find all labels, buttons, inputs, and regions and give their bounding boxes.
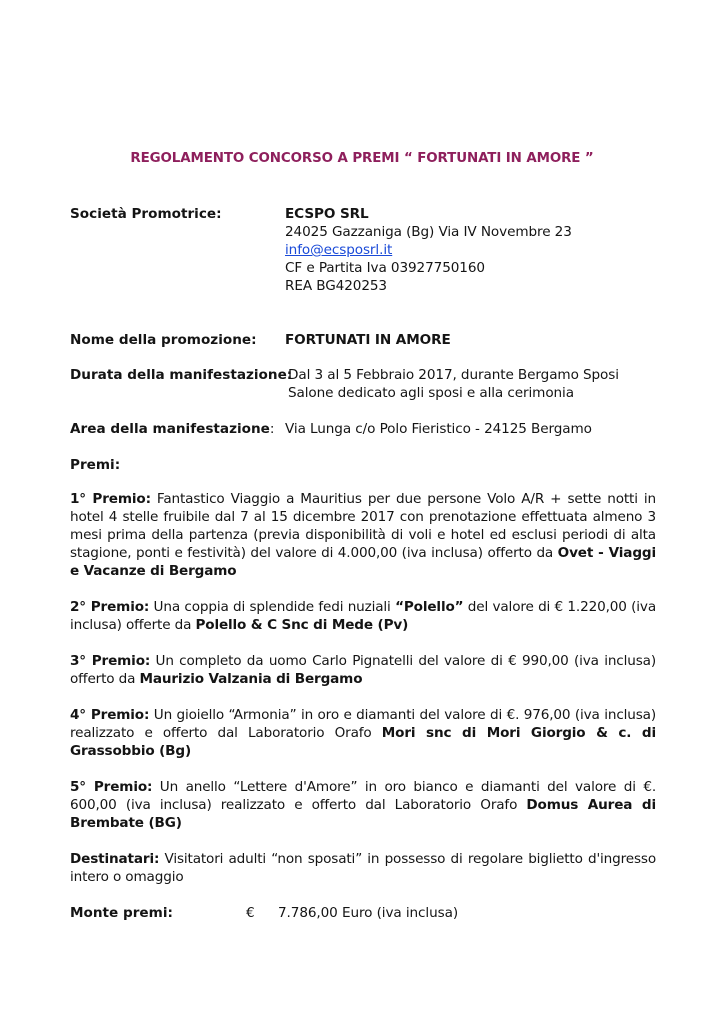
recipients [70,850,656,886]
prize-3 [70,652,656,688]
prize-5-text: Un anello “Lettere d'Amore” in oro bianco e diamanti del valore di €. 600,00 (iva inclusa) realizzato e offerto dal Laboratorio Orafo [70,779,656,813]
prize-1-text: Fantastico Viaggio a Mauritius per due persone Volo A/R + sette notti in hotel 4 stelle fruibile dal 7 al 15 dicembre 2017 con prenotazione effettuata almeno 3 mesi prima della partenza (previa disponibilità di voli e hotel ed esclusi periodi di alta stagione, ponti e festività) del valore di 4.000,00 (iva inclusa) offerto da [70,491,656,561]
total-label: Monte premi: [70,905,173,921]
prize-3-label: 3° Premio: [70,653,151,669]
prize-2-brand: “Polello” [395,599,464,615]
promoter-label: Società Promotrice: [70,206,222,222]
prize-4 [70,706,656,760]
prize-3-text: Un completo da uomo Carlo Pignatelli del valore di € 990,00 (iva inclusa) offerto da [70,653,656,687]
prize-5 [70,778,656,832]
prize-4-sponsor: Mori snc di Mori Giorgio & c. di Grassobbio (Bg) [70,725,657,759]
prize-5-label: 5° Premio: [70,779,153,795]
prize-2-text-2: del valore di € 1.220,00 (iva inclusa) offerte da [70,599,656,633]
promoter-address: 24025 Gazzaniga (Bg) Via IV Novembre 23 [285,224,572,240]
duration-line-1: Dal 3 al 5 Febbraio 2017, durante Bergamo Sposi [288,367,619,383]
total-currency: € [246,905,255,921]
prize-2-label: 2° Premio: [70,599,150,615]
prize-5-sponsor: Domus Aurea di Brembate (BG) [70,797,656,831]
promotion-value: FORTUNATI IN AMORE [285,332,451,348]
promoter-vat: CF e Partita Iva 03927750160 [285,260,485,276]
page-title: REGOLAMENTO CONCORSO A PREMI “ FORTUNATI IN AMORE ” [130,151,594,166]
prize-2 [70,598,656,634]
duration-line-2: Salone dedicato agli sposi e alla cerimonia [288,385,574,401]
duration-label: Durata della manifestazione: [70,367,293,383]
prize-2-text: Una coppia di splendide fedi nuziali [149,599,396,615]
promoter-name: ECSPO SRL [285,206,369,222]
recipients-label: Destinatari: [70,851,160,867]
prize-2-sponsor: Polello & C Snc di Mede (Pv) [195,617,409,633]
area-value: Via Lunga c/o Polo Fieristico - 24125 Bergamo [285,421,592,437]
promoter-email-link[interactable]: info@ecsposrl.it [285,242,393,258]
total-value: 7.786,00 Euro (iva inclusa) [278,905,459,921]
prize-4-label: 4° Premio: [70,707,150,723]
promotion-label: Nome della promozione: [70,332,257,348]
prizes-heading: Premi: [70,457,121,473]
prize-1-label: 1° Premio: [70,491,151,507]
area-label-text: Area della manifestazione [70,421,270,437]
area-label-colon: : [269,421,275,437]
promoter-rea: REA BG420253 [285,278,387,294]
prize-4-text: Un gioiello “Armonia” in oro e diamanti del valore di €. 976,00 (iva inclusa) realizzato e offerto dal Laboratorio Orafo [70,707,656,741]
recipients-text: Visitatori adulti “non sposati” in possesso di regolare biglietto d'ingresso intero o omaggio [70,851,656,885]
area-label [70,420,275,438]
prize-3-sponsor: Maurizio Valzania di Bergamo [139,671,363,687]
prize-1-sponsor: Ovet - Viaggi e Vacanze di Bergamo [70,545,656,579]
prize-1 [70,490,656,580]
